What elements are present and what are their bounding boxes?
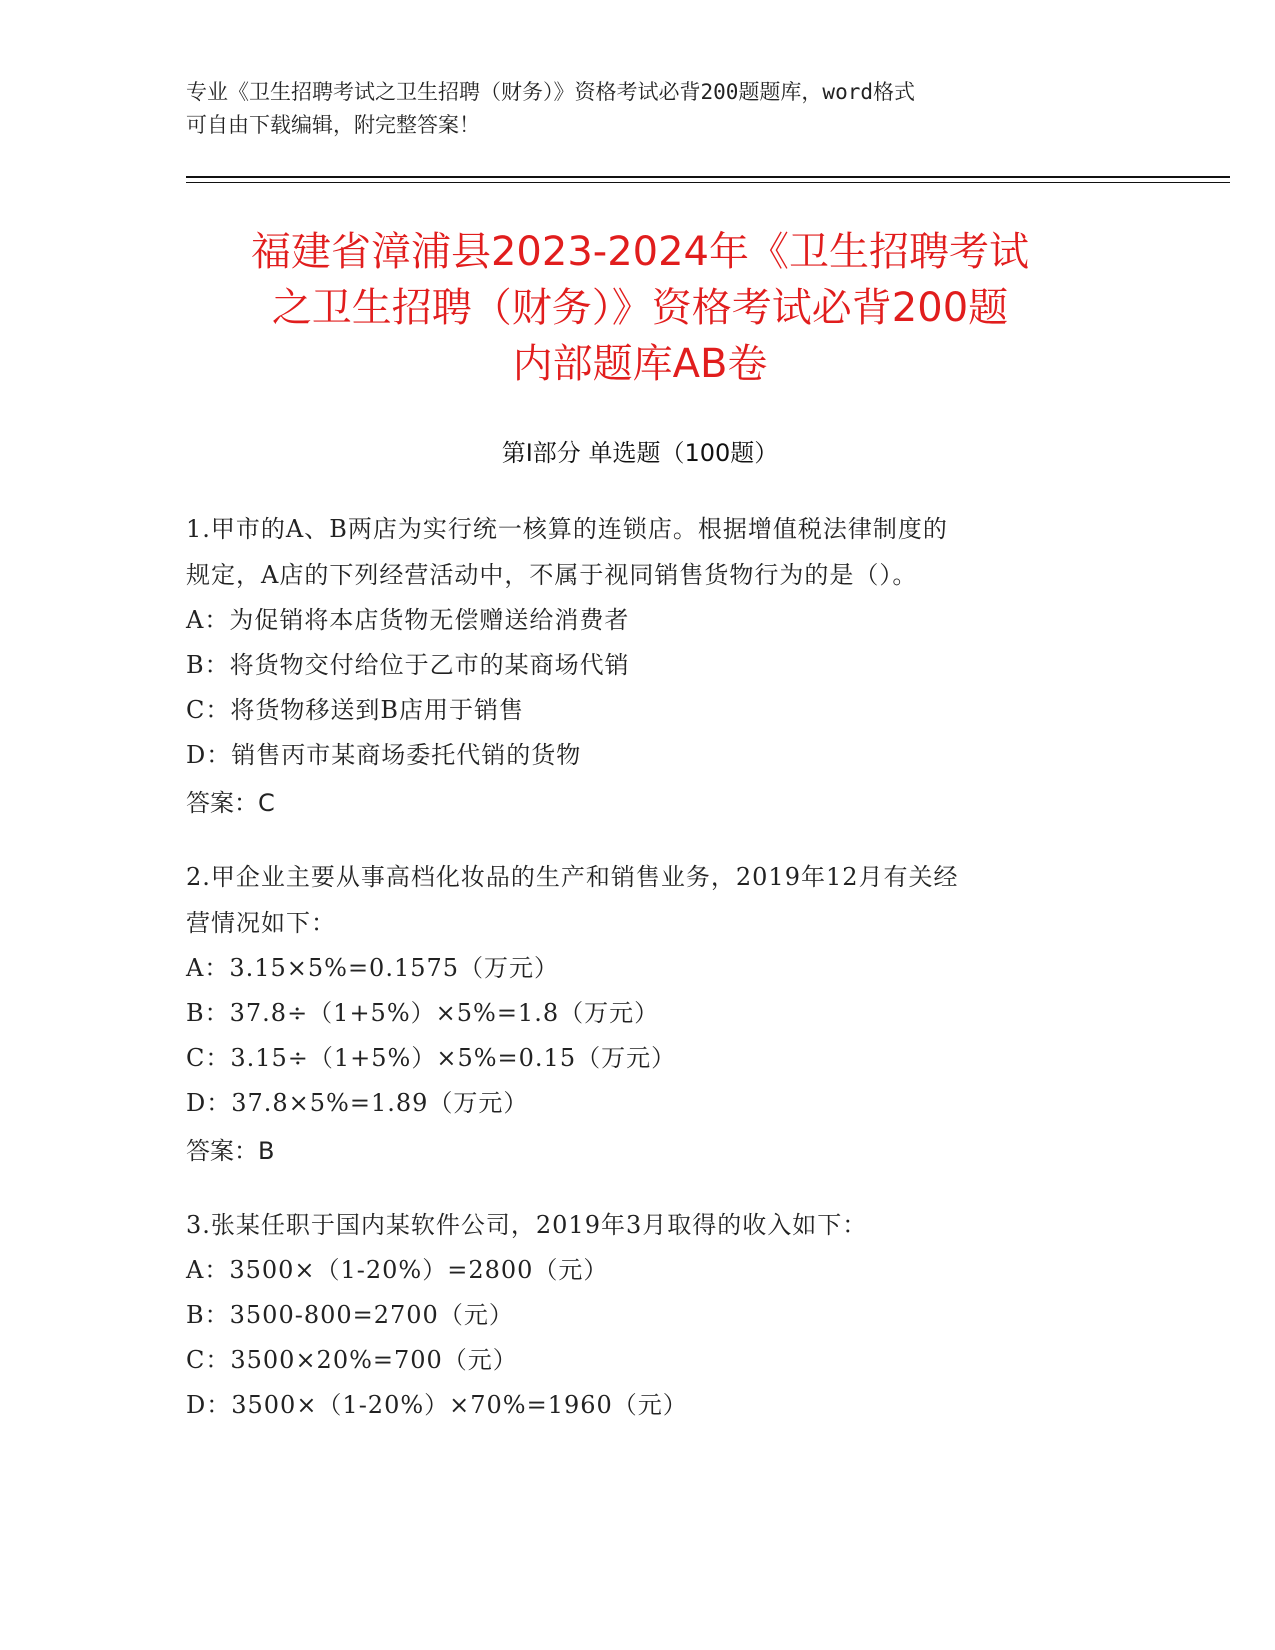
section-heading: 第Ⅰ部分 单选题（100题） <box>501 439 779 467</box>
question-stem <box>186 506 1086 598</box>
title-line-1: 福建省漳浦县2023-2024年《卫生招聘考试 <box>250 229 1030 275</box>
option-c: C：将货物移送到B店用于销售 <box>186 696 524 724</box>
option-a: A：3500×（1-20%）=2800（元） <box>186 1256 609 1284</box>
question-2 <box>186 854 1086 1174</box>
question-stem-line-2: 营情况如下： <box>186 909 336 937</box>
option-d: D：37.8×5%=1.89（万元） <box>186 1089 529 1117</box>
option-b: B：将货物交付给位于乙市的某商场代销 <box>186 651 630 679</box>
option-d: D：3500×（1-20%）×70%=1960（元） <box>186 1391 688 1419</box>
option-c: C：3.15÷（1+5%）×5%=0.15（万元） <box>186 1044 677 1072</box>
question-stem <box>186 854 1086 946</box>
title-line-2: 之卫生招聘（财务）》资格考试必背200题 <box>271 285 1009 331</box>
option-b: B：3500-800=2700（元） <box>186 1301 514 1329</box>
document-title <box>150 224 1130 392</box>
title-line-3: 内部题库AB卷 <box>512 341 768 387</box>
header-note-line-1: 专业《卫生招聘考试之卫生招聘（财务）》资格考试必背200题题库，word格式 <box>186 80 915 104</box>
option-c: C：3500×20%=700（元） <box>186 1346 518 1374</box>
question-stem <box>186 1202 1086 1248</box>
answer-line: 答案：C <box>186 789 275 817</box>
question-stem-line-1: 2.甲企业主要从事高档化妆品的生产和销售业务，2019年12月有关经 <box>186 863 959 891</box>
question-3 <box>186 1202 1086 1428</box>
header-divider-thick <box>186 176 1230 178</box>
header-note-line-2: 可自由下载编辑，附完整答案！ <box>186 113 480 137</box>
option-a: A：为促销将本店货物无偿赠送给消费者 <box>186 606 630 634</box>
option-a: A：3.15×5%=0.1575（万元） <box>186 954 560 982</box>
question-stem-line-1: 1.甲市的A、B两店为实行统一核算的连锁店。根据增值税法律制度的 <box>186 515 948 543</box>
answer-line: 答案：B <box>186 1137 275 1165</box>
question-stem-line-2: 规定，A店的下列经营活动中，不属于视同销售货物行为的是（）。 <box>186 561 918 589</box>
header-divider-thin <box>186 182 1230 183</box>
question-1 <box>186 506 1086 826</box>
question-stem-line-1: 3.张某任职于国内某软件公司，2019年3月取得的收入如下： <box>186 1211 868 1239</box>
option-d: D：销售丙市某商场委托代销的货物 <box>186 741 582 769</box>
option-b: B：37.8÷（1+5%）×5%=1.8（万元） <box>186 999 660 1027</box>
header-note <box>186 76 1066 142</box>
